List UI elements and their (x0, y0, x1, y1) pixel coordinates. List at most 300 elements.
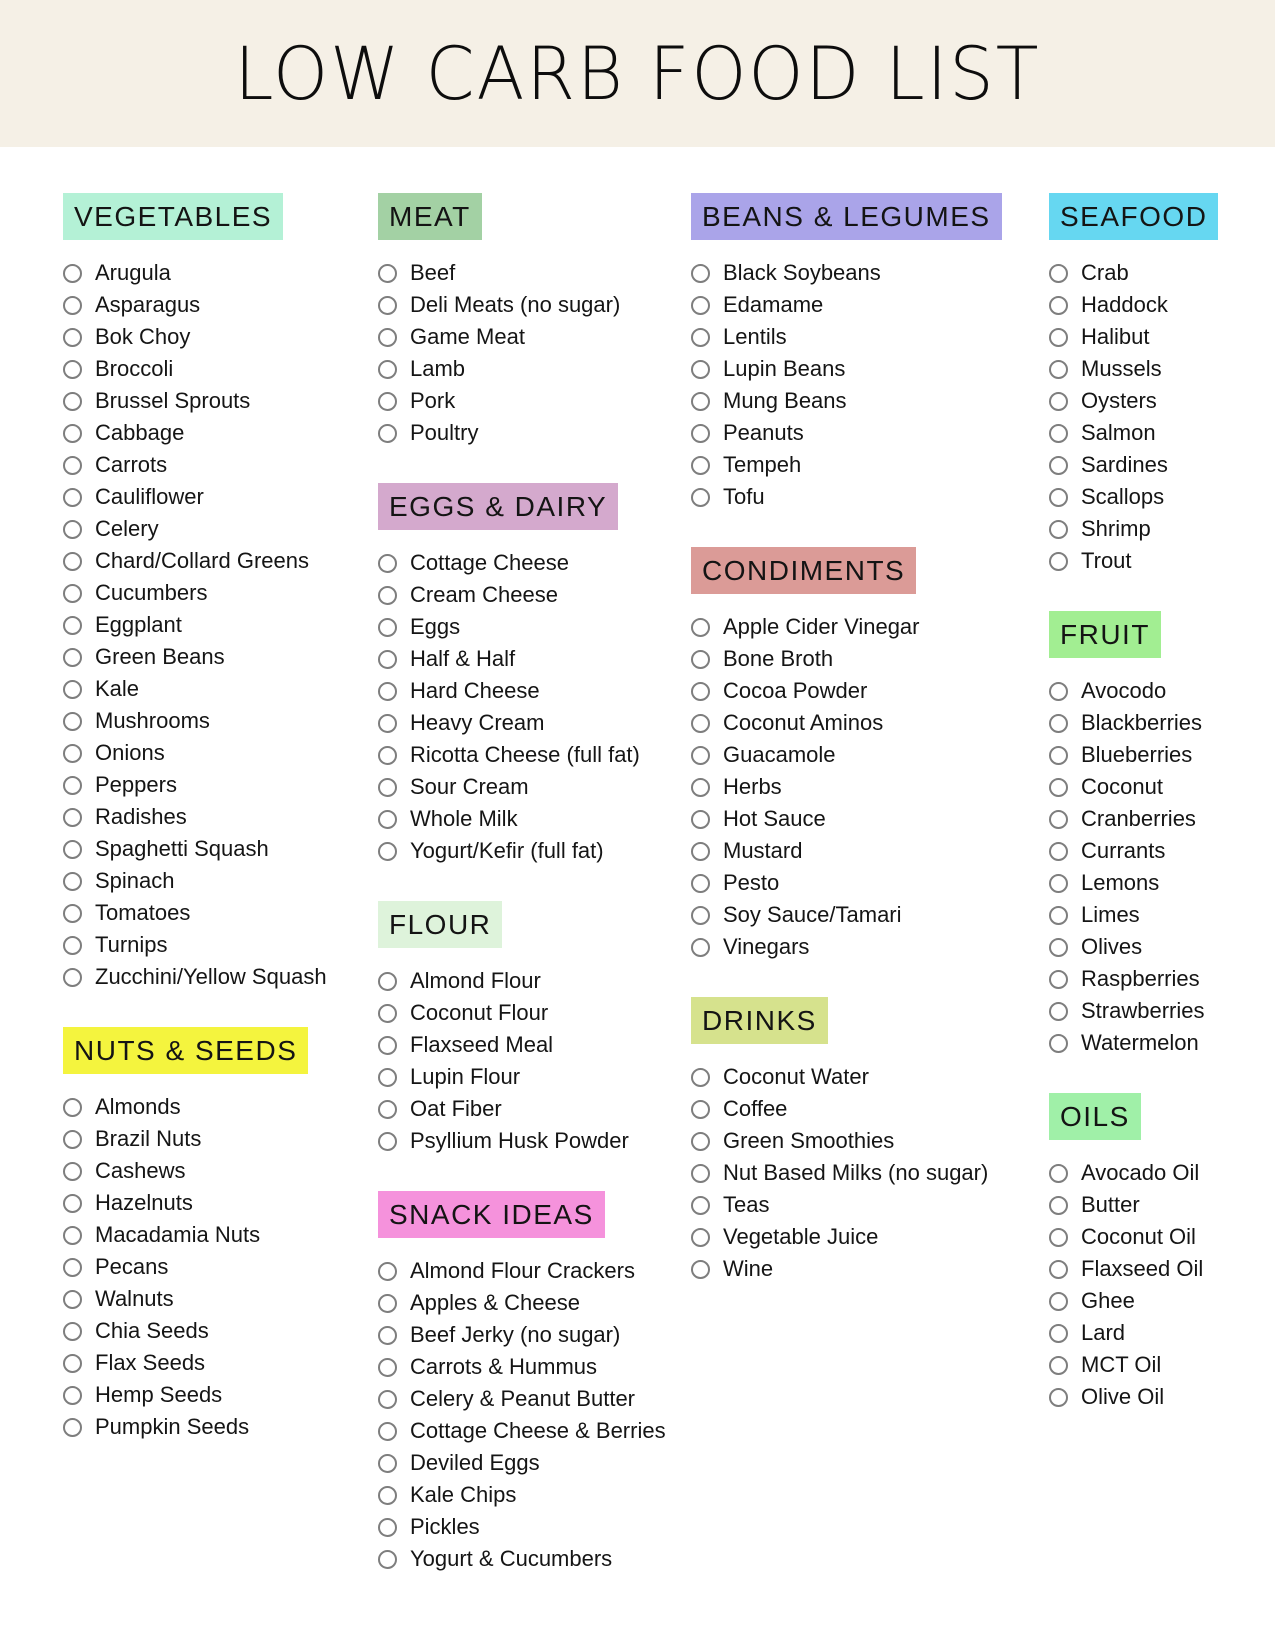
section-eggs-dairy (378, 483, 691, 867)
list-item (378, 739, 691, 771)
list-item (691, 643, 1049, 675)
list-item (691, 739, 1049, 771)
list-item (63, 1155, 378, 1187)
checkbox-circle-icon[interactable] (691, 392, 710, 411)
item-list-vegetables (63, 257, 378, 993)
item-label: Celery & Peanut Butter (410, 1386, 636, 1411)
item-label: Coconut Flour (410, 1000, 549, 1025)
checkbox-circle-icon[interactable] (1049, 520, 1068, 539)
item-label: Pickles (410, 1514, 480, 1539)
checkbox-circle-icon[interactable] (63, 648, 82, 667)
checkbox-circle-icon[interactable] (63, 1194, 82, 1213)
list-item (378, 803, 691, 835)
item-label: Cranberries (1081, 806, 1196, 831)
column-1 (63, 193, 378, 1477)
checkbox-circle-icon[interactable] (378, 424, 397, 443)
checkbox-circle-icon[interactable] (691, 1196, 710, 1215)
list-item (378, 771, 691, 803)
item-label: Onions (95, 740, 165, 765)
item-label: Halibut (1081, 324, 1150, 349)
checkbox-circle-icon[interactable] (378, 1036, 397, 1055)
checkbox-circle-icon[interactable] (378, 778, 397, 797)
item-label: Coconut (1081, 774, 1163, 799)
checkbox-circle-icon[interactable] (378, 1004, 397, 1023)
item-label: Raspberries (1081, 966, 1200, 991)
checkbox-circle-icon[interactable] (63, 1322, 82, 1341)
checkbox-circle-icon[interactable] (1049, 1164, 1068, 1183)
item-label: Mussels (1081, 356, 1162, 381)
list-item (1049, 931, 1275, 963)
item-label: Spaghetti Squash (95, 836, 269, 861)
item-label: Deviled Eggs (410, 1450, 540, 1475)
checkbox-circle-icon[interactable] (63, 872, 82, 891)
checkbox-circle-icon[interactable] (1049, 552, 1068, 571)
list-item (63, 609, 378, 641)
list-item (691, 803, 1049, 835)
list-item (63, 961, 378, 993)
list-item (63, 417, 378, 449)
list-item (1049, 1221, 1275, 1253)
checkbox-circle-icon[interactable] (378, 714, 397, 733)
checkbox-circle-icon[interactable] (1049, 682, 1068, 701)
list-item (378, 547, 691, 579)
item-label: Eggs (410, 614, 461, 639)
checkbox-circle-icon[interactable] (63, 1162, 82, 1181)
list-item (691, 385, 1049, 417)
item-label: Poultry (410, 420, 479, 445)
item-label: Pecans (95, 1254, 169, 1279)
section-vegetables (63, 193, 378, 993)
checkbox-circle-icon[interactable] (1049, 1034, 1068, 1053)
checkbox-circle-icon[interactable] (63, 1418, 82, 1437)
checkbox-circle-icon[interactable] (1049, 842, 1068, 861)
checkbox-circle-icon[interactable] (691, 874, 710, 893)
page-header (0, 0, 1275, 147)
checkbox-circle-icon[interactable] (378, 264, 397, 283)
checkbox-circle-icon[interactable] (63, 520, 82, 539)
checkbox-circle-icon[interactable] (378, 1132, 397, 1151)
checkbox-circle-icon[interactable] (1049, 746, 1068, 765)
checkbox-circle-icon[interactable] (378, 650, 397, 669)
checkbox-circle-icon[interactable] (378, 682, 397, 701)
checkbox-circle-icon[interactable] (378, 328, 397, 347)
checkbox-circle-icon[interactable] (1049, 264, 1068, 283)
checkbox-circle-icon[interactable] (1049, 296, 1068, 315)
item-label: Kale Chips (410, 1482, 517, 1507)
checkbox-circle-icon[interactable] (1049, 488, 1068, 507)
checkbox-circle-icon[interactable] (1049, 778, 1068, 797)
list-item (63, 705, 378, 737)
section-header-beans-legumes: BEANS & LEGUMES (691, 193, 1002, 240)
item-label: Half & Half (410, 646, 516, 671)
column-3 (691, 193, 1049, 1319)
checkbox-circle-icon[interactable] (378, 392, 397, 411)
item-label: Flaxseed Oil (1081, 1256, 1204, 1281)
item-label: Blackberries (1081, 710, 1203, 735)
item-label: Tofu (723, 484, 765, 509)
list-item (63, 1379, 378, 1411)
checkbox-circle-icon[interactable] (1049, 1002, 1068, 1021)
item-label: Blueberries (1081, 742, 1193, 767)
list-item (63, 929, 378, 961)
checkbox-circle-icon[interactable] (1049, 392, 1068, 411)
checkbox-circle-icon[interactable] (63, 1258, 82, 1277)
list-item (378, 1255, 691, 1287)
section-flour (378, 901, 691, 1157)
checkbox-circle-icon[interactable] (1049, 456, 1068, 475)
checkbox-circle-icon[interactable] (63, 744, 82, 763)
item-label: MCT Oil (1081, 1352, 1162, 1377)
checkbox-circle-icon[interactable] (691, 456, 710, 475)
item-label: Sour Cream (410, 774, 529, 799)
item-label: Hazelnuts (95, 1190, 193, 1215)
list-item (1049, 481, 1275, 513)
item-label: Carrots & Hummus (410, 1354, 598, 1379)
item-label: Cashews (95, 1158, 186, 1183)
item-label: Coconut Aminos (723, 710, 884, 735)
list-item (378, 643, 691, 675)
checkbox-circle-icon[interactable] (63, 1354, 82, 1373)
checkbox-circle-icon[interactable] (378, 1262, 397, 1281)
checkbox-circle-icon[interactable] (378, 1358, 397, 1377)
checkbox-circle-icon[interactable] (691, 778, 710, 797)
item-label: Bone Broth (723, 646, 834, 671)
item-label: Coconut Oil (1081, 1224, 1196, 1249)
list-item (378, 257, 691, 289)
list-item (63, 1219, 378, 1251)
checkbox-circle-icon[interactable] (1049, 1260, 1068, 1279)
list-item (63, 1251, 378, 1283)
item-list-eggs-dairy (378, 547, 691, 867)
list-item (691, 1189, 1049, 1221)
checkbox-circle-icon[interactable] (63, 1130, 82, 1149)
checkbox-circle-icon[interactable] (691, 264, 710, 283)
checkbox-circle-icon[interactable] (63, 712, 82, 731)
list-item (63, 833, 378, 865)
list-item (691, 1253, 1049, 1285)
checkbox-circle-icon[interactable] (378, 1518, 397, 1537)
checkbox-circle-icon[interactable] (1049, 1324, 1068, 1343)
checkbox-circle-icon[interactable] (378, 842, 397, 861)
section-header-vegetables: VEGETABLES (63, 193, 283, 240)
checkbox-circle-icon[interactable] (1049, 714, 1068, 733)
checkbox-circle-icon[interactable] (691, 1068, 710, 1087)
list-item (378, 1447, 691, 1479)
column-4 (1049, 193, 1275, 1447)
item-label: Game Meat (410, 324, 525, 349)
checkbox-circle-icon[interactable] (63, 1226, 82, 1245)
list-item (1049, 1027, 1275, 1059)
item-label: Watermelon (1081, 1030, 1199, 1055)
item-label: Broccoli (95, 356, 174, 381)
item-label: Lemons (1081, 870, 1160, 895)
item-label: Radishes (95, 804, 187, 829)
checkbox-circle-icon[interactable] (378, 1100, 397, 1119)
list-item (1049, 995, 1275, 1027)
checkbox-circle-icon[interactable] (63, 840, 82, 859)
item-label: Spinach (95, 868, 175, 893)
item-label: Eggplant (95, 612, 182, 637)
item-label: Currants (1081, 838, 1166, 863)
list-item (1049, 963, 1275, 995)
list-item (1049, 739, 1275, 771)
list-item (63, 673, 378, 705)
column-2 (378, 193, 691, 1609)
checkbox-circle-icon[interactable] (378, 746, 397, 765)
checkbox-circle-icon[interactable] (691, 682, 710, 701)
item-label: Pork (410, 388, 456, 413)
list-item (378, 385, 691, 417)
checkbox-circle-icon[interactable] (378, 360, 397, 379)
checkbox-circle-icon[interactable] (378, 586, 397, 605)
item-label: Kale (95, 676, 140, 701)
list-item (378, 289, 691, 321)
item-label: Turnips (95, 932, 168, 957)
list-item (1049, 835, 1275, 867)
checkbox-circle-icon[interactable] (63, 456, 82, 475)
checkbox-circle-icon[interactable] (378, 1550, 397, 1569)
checkbox-circle-icon[interactable] (378, 1068, 397, 1087)
list-item (378, 997, 691, 1029)
list-item (1049, 803, 1275, 835)
section-condiments (691, 547, 1049, 963)
checkbox-circle-icon[interactable] (691, 296, 710, 315)
item-label: Lamb (410, 356, 466, 381)
checkbox-circle-icon[interactable] (691, 1260, 710, 1279)
list-item (1049, 1317, 1275, 1349)
checkbox-circle-icon[interactable] (1049, 360, 1068, 379)
checkbox-circle-icon[interactable] (691, 618, 710, 637)
checkbox-circle-icon[interactable] (63, 360, 82, 379)
list-item (63, 1315, 378, 1347)
list-item (1049, 899, 1275, 931)
item-list-meat (378, 257, 691, 449)
list-item (1049, 257, 1275, 289)
list-item (691, 1221, 1049, 1253)
checkbox-circle-icon[interactable] (63, 776, 82, 795)
checkbox-circle-icon[interactable] (691, 1100, 710, 1119)
checkbox-circle-icon[interactable] (378, 810, 397, 829)
section-snack-ideas (378, 1191, 691, 1575)
checkbox-circle-icon[interactable] (691, 488, 710, 507)
list-item (63, 1187, 378, 1219)
checkbox-circle-icon[interactable] (63, 936, 82, 955)
checkbox-circle-icon[interactable] (1049, 906, 1068, 925)
list-item (378, 965, 691, 997)
item-list-condiments (691, 611, 1049, 963)
item-label: Limes (1081, 902, 1140, 927)
item-list-seafood (1049, 257, 1275, 577)
checkbox-circle-icon[interactable] (691, 1132, 710, 1151)
list-item (1049, 545, 1275, 577)
item-label: Celery (95, 516, 159, 541)
list-item (378, 1319, 691, 1351)
checkbox-circle-icon[interactable] (1049, 1388, 1068, 1407)
item-label: Whole Milk (410, 806, 518, 831)
list-item (691, 867, 1049, 899)
checkbox-circle-icon[interactable] (1049, 810, 1068, 829)
checkbox-circle-icon[interactable] (63, 904, 82, 923)
checkbox-circle-icon[interactable] (691, 328, 710, 347)
checkbox-circle-icon[interactable] (378, 1454, 397, 1473)
item-label: Vinegars (723, 934, 810, 959)
item-label: Green Beans (95, 644, 225, 669)
checkbox-circle-icon[interactable] (63, 968, 82, 987)
item-label: Brussel Sprouts (95, 388, 251, 413)
list-item (378, 1093, 691, 1125)
checkbox-circle-icon[interactable] (378, 1390, 397, 1409)
checkbox-circle-icon[interactable] (378, 296, 397, 315)
list-item (63, 481, 378, 513)
item-label: Apple Cider Vinegar (723, 614, 920, 639)
item-label: Tempeh (723, 452, 802, 477)
section-header-drinks: DRINKS (691, 997, 828, 1044)
section-header-meat: MEAT (378, 193, 482, 240)
item-label: Flaxseed Meal (410, 1032, 554, 1057)
item-label: Yogurt & Cucumbers (410, 1546, 613, 1571)
list-item (63, 737, 378, 769)
list-item (1049, 289, 1275, 321)
checkbox-circle-icon[interactable] (691, 746, 710, 765)
item-label: Cabbage (95, 420, 185, 445)
checkbox-circle-icon[interactable] (691, 842, 710, 861)
list-item (378, 1029, 691, 1061)
checkbox-circle-icon[interactable] (378, 618, 397, 637)
checkbox-circle-icon[interactable] (691, 1228, 710, 1247)
item-label: Olives (1081, 934, 1143, 959)
checkbox-circle-icon[interactable] (1049, 1356, 1068, 1375)
checkbox-circle-icon[interactable] (63, 264, 82, 283)
list-item (63, 353, 378, 385)
list-item (691, 675, 1049, 707)
item-label: Cocoa Powder (723, 678, 868, 703)
checkbox-circle-icon[interactable] (691, 360, 710, 379)
item-label: Peanuts (723, 420, 804, 445)
item-label: Soy Sauce/Tamari (723, 902, 902, 927)
checkbox-circle-icon[interactable] (63, 616, 82, 635)
list-item (378, 1125, 691, 1157)
list-item (378, 1415, 691, 1447)
item-label: Cauliflower (95, 484, 204, 509)
list-item (378, 1543, 691, 1575)
checkbox-circle-icon[interactable] (63, 680, 82, 699)
section-oils (1049, 1093, 1275, 1413)
checkbox-circle-icon[interactable] (63, 392, 82, 411)
list-item (1049, 1285, 1275, 1317)
list-item (691, 931, 1049, 963)
item-list-beans-legumes (691, 257, 1049, 513)
list-item (1049, 867, 1275, 899)
item-label: Cream Cheese (410, 582, 558, 607)
list-item (1049, 707, 1275, 739)
checkbox-circle-icon[interactable] (1049, 328, 1068, 347)
checkbox-circle-icon[interactable] (378, 1422, 397, 1441)
item-label: Guacamole (723, 742, 836, 767)
section-header-fruit: FRUIT (1049, 611, 1161, 658)
item-label: Peppers (95, 772, 177, 797)
section-beans-legumes (691, 193, 1049, 513)
checkbox-circle-icon[interactable] (378, 1294, 397, 1313)
item-label: Sardines (1081, 452, 1168, 477)
checkbox-circle-icon[interactable] (1049, 1292, 1068, 1311)
item-label: Bok Choy (95, 324, 191, 349)
item-label: Brazil Nuts (95, 1126, 202, 1151)
list-item (691, 321, 1049, 353)
item-label: Chia Seeds (95, 1318, 209, 1343)
checkbox-circle-icon[interactable] (63, 328, 82, 347)
item-label: Lupin Flour (410, 1064, 521, 1089)
checkbox-circle-icon[interactable] (691, 906, 710, 925)
item-label: Coffee (723, 1096, 788, 1121)
checkbox-circle-icon[interactable] (63, 424, 82, 443)
checkbox-circle-icon[interactable] (691, 810, 710, 829)
checkbox-circle-icon[interactable] (63, 584, 82, 603)
checkbox-circle-icon[interactable] (378, 1486, 397, 1505)
checkbox-circle-icon[interactable] (691, 424, 710, 443)
checkbox-circle-icon[interactable] (63, 296, 82, 315)
list-item (1049, 417, 1275, 449)
list-item (378, 1287, 691, 1319)
list-item (1049, 1349, 1275, 1381)
list-item (691, 449, 1049, 481)
item-label: Hemp Seeds (95, 1382, 223, 1407)
list-item (691, 611, 1049, 643)
checkbox-circle-icon[interactable] (691, 714, 710, 733)
checkbox-circle-icon[interactable] (1049, 1228, 1068, 1247)
checkbox-circle-icon[interactable] (1049, 938, 1068, 957)
list-item (63, 1283, 378, 1315)
list-item (1049, 449, 1275, 481)
list-item (378, 417, 691, 449)
checkbox-circle-icon[interactable] (1049, 424, 1068, 443)
checkbox-circle-icon[interactable] (691, 650, 710, 669)
checkbox-circle-icon[interactable] (63, 1386, 82, 1405)
list-item (378, 321, 691, 353)
item-label: Cucumbers (95, 580, 208, 605)
list-item (378, 1061, 691, 1093)
checkbox-circle-icon[interactable] (378, 972, 397, 991)
list-item (691, 353, 1049, 385)
checkbox-circle-icon[interactable] (1049, 1196, 1068, 1215)
item-label: Herbs (723, 774, 782, 799)
list-item (63, 321, 378, 353)
checkbox-circle-icon[interactable] (1049, 874, 1068, 893)
list-item (63, 257, 378, 289)
checkbox-circle-icon[interactable] (63, 1290, 82, 1309)
checkbox-circle-icon[interactable] (691, 1164, 710, 1183)
item-label: Mustard (723, 838, 803, 863)
section-seafood (1049, 193, 1275, 577)
checkbox-circle-icon[interactable] (1049, 970, 1068, 989)
list-item (1049, 385, 1275, 417)
item-label: Avocado Oil (1081, 1160, 1200, 1185)
checkbox-circle-icon[interactable] (378, 1326, 397, 1345)
checkbox-circle-icon[interactable] (63, 552, 82, 571)
item-label: Lard (1081, 1320, 1126, 1345)
item-list-nuts-seeds (63, 1091, 378, 1443)
item-label: Black Soybeans (723, 260, 881, 285)
checkbox-circle-icon[interactable] (63, 808, 82, 827)
list-item (63, 577, 378, 609)
checkbox-circle-icon[interactable] (63, 488, 82, 507)
item-label: Apples & Cheese (410, 1290, 580, 1315)
checkbox-circle-icon[interactable] (691, 938, 710, 957)
item-label: Trout (1081, 548, 1132, 573)
checkbox-circle-icon[interactable] (378, 554, 397, 573)
list-item (1049, 321, 1275, 353)
checkbox-circle-icon[interactable] (63, 1098, 82, 1117)
list-item (63, 1347, 378, 1379)
